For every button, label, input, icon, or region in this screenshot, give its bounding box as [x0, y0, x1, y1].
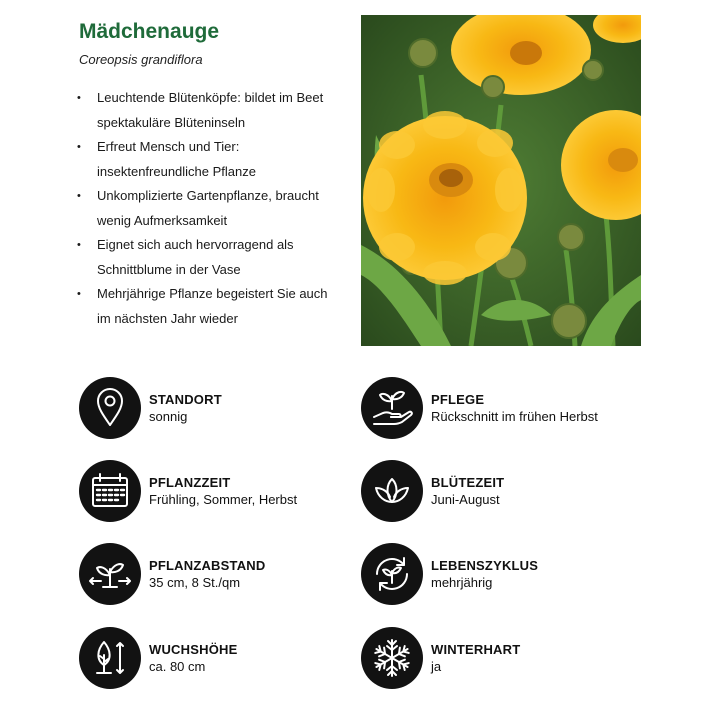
attr-label: BLÜTEZEIT — [431, 475, 505, 490]
feature-line: im nächsten Jahr wieder — [97, 310, 238, 326]
plant-latin-name: Coreopsis grandiflora — [79, 52, 203, 67]
feature-line: Unkomplizierte Gartenpflanze, braucht — [97, 188, 319, 203]
plant-photo — [361, 15, 641, 346]
attr-value: Juni-August — [431, 492, 500, 507]
feature-line: wenig Aufmerksamkeit — [97, 212, 228, 228]
attr-lebenszyklus — [361, 543, 661, 607]
attr-label: PFLANZABSTAND — [149, 558, 266, 573]
attr-label: PFLEGE — [431, 392, 485, 407]
attr-pflanzzeit — [79, 460, 379, 524]
feature-line: insektenfreundliche Pflanze — [97, 163, 256, 179]
feature-line: Schnittblume in der Vase — [97, 261, 241, 277]
location-pin-icon — [79, 377, 141, 439]
feature-item — [75, 233, 345, 282]
feature-item — [75, 86, 345, 135]
attr-value: Rückschnitt im frühen Herbst — [431, 409, 598, 424]
attr-label: PFLANZZEIT — [149, 475, 231, 490]
attr-value: Frühling, Sommer, Herbst — [149, 492, 298, 507]
hand-seedling-icon — [361, 377, 423, 439]
feature-line: Eignet sich auch hervorragend als — [97, 237, 294, 252]
feature-item — [75, 282, 345, 331]
attr-pflege — [361, 377, 661, 441]
attr-pflanzabstand — [79, 543, 379, 607]
attr-value: ja — [431, 659, 442, 674]
feature-line: Erfreut Mensch und Tier: — [97, 139, 240, 154]
coreopsis-flower-image — [361, 15, 641, 346]
feature-item — [75, 184, 345, 233]
attr-value: mehrjährig — [431, 575, 493, 590]
plant-name: Mädchenauge — [79, 20, 220, 43]
plant-spacing-icon — [79, 543, 141, 605]
plant-cycle-icon — [361, 543, 423, 605]
lotus-flower-icon — [361, 460, 423, 522]
feature-list — [75, 86, 345, 331]
calendar-icon — [79, 460, 141, 522]
attr-wuchshoehe — [79, 627, 379, 691]
feature-line: spektakuläre Blüteninseln — [97, 114, 246, 130]
attr-label: WUCHSHÖHE — [149, 642, 238, 657]
attr-winterhart — [361, 627, 661, 691]
attr-label: STANDORT — [149, 392, 222, 407]
attr-value: 35 cm, 8 St./qm — [149, 575, 241, 590]
feature-item — [75, 135, 345, 184]
tree-height-icon — [79, 627, 141, 689]
attr-bluetezeit — [361, 460, 661, 524]
attr-value: sonnig — [149, 409, 188, 424]
feature-line: Leuchtende Blütenköpfe: bildet im Beet — [97, 90, 324, 105]
snowflake-icon — [361, 627, 423, 689]
attr-label: WINTERHART — [431, 642, 521, 657]
attr-label: LEBENSZYKLUS — [431, 558, 539, 573]
attr-value: ca. 80 cm — [149, 659, 206, 674]
feature-line: Mehrjährige Pflanze begeistert Sie auch — [97, 286, 328, 301]
attr-standort — [79, 377, 379, 441]
